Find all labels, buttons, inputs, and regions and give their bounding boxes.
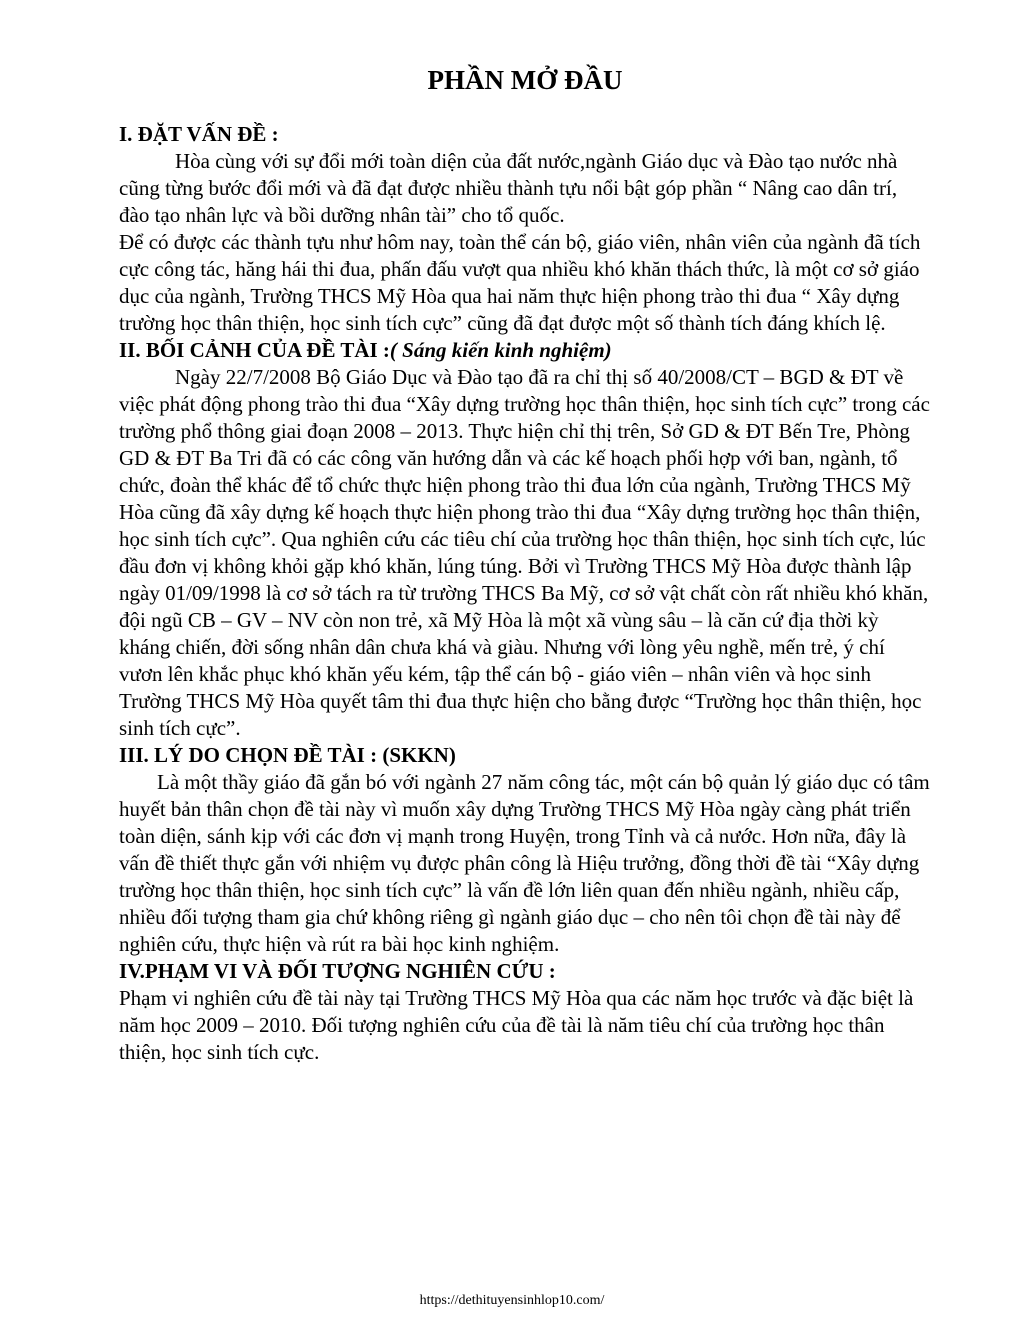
document-body — [119, 121, 931, 1066]
paragraph: Ngày 22/7/2008 Bộ Giáo Dục và Đào tạo đã ra chỉ thị số 40/2008/CT – BGD & ĐT về việc phát động phong trào thi đua “Xây dựng trường học thân thiện, học sinh tích cực” trong các trường phổ thông giai đoạn 2008 – 2013. Thực hiện chỉ thị trên, Sở GD & ĐT Bến Tre, Phòng GD & ĐT Ba Tri đã có các công văn hướng dẫn và các kế hoạch phối hợp với ban, ngành, tổ chức, đoàn thể khác để tổ chức thực hiện phong trào thi đua lớn của ngành, Trường THCS Mỹ Hòa cũng đã xây dựng kế hoạch thực hiện phong trào thi đua “Xây dựng trường học thân thiện, học sinh tích cực”. Qua nghiên cứu các tiêu chí của trường học thân thiện, học sinh tích cực, lúc đầu đơn vị không khỏi gặp khó khăn, lúng túng. Bởi vì Trường THCS Mỹ Hòa được thành lập ngày 01/09/1998 là cơ sở tách ra từ trường THCS Ba Mỹ, cơ sở vật chất còn rất nhiều khó khăn, đội ngũ CB – GV – NV còn non trẻ, xã Mỹ Hòa là một xã vùng sâu – là căn cứ địa thời kỳ kháng chiến, đời sống nhân dân chưa khá và giàu. Nhưng với lòng yêu nghề, mến trẻ, ý chí vươn lên khắc phục khó khăn yếu kém, tập thể cán bộ - giáo viên – nhân viên và học sinh Trường THCS Mỹ Hòa quyết tâm thi đua thực hiện cho bằng được “Trường học thân thiện, học sinh tích cực”. — [119, 365, 930, 740]
section-heading-2-text: II. BỐI CẢNH CỦA ĐỀ TÀI : — [119, 338, 390, 362]
section-heading-2 — [119, 337, 931, 364]
paragraph: Là một thầy giáo đã gắn bó với ngành 27 năm công tác, một cán bộ quản lý giáo dục có tâm huyết bản thân chọn đề tài này vì muốn xây dựng Trường THCS Mỹ Hòa ngày càng phát triển toàn diện, sánh kịp với các đơn vị mạnh trong Huyện, trong Tỉnh và cả nước. Hơn nữa, đây là vấn đề thiết thực gắn với nhiệm vụ được phân công là Hiệu trưởng, đồng thời đề tài “Xây dựng trường học thân thiện, học sinh tích cực” là vấn đề lớn liên quan đến nhiều ngành, nhiều cấp, nhiều đối tượng tham gia chứ không riêng gì ngành giáo dục – cho nên tôi chọn đề tài này để nghiên cứu, thực hiện và rút ra bài học kinh nghiệm. — [119, 770, 930, 956]
section-heading-4: IV.PHẠM VI VÀ ĐỐI TƯỢNG NGHIÊN CỨU : — [119, 959, 556, 983]
paragraph: Hòa cùng với sự đổi mới toàn diện của đất nước,ngành Giáo dục và Đào tạo nước nhà cũng từng bước đổi mới và đã đạt được nhiều thành tựu nổi bật góp phần “ Nâng cao dân trí, đào tạo nhân lực và bồi dưỡng nhân tài” cho tổ quốc. — [119, 149, 898, 227]
page-title: PHẦN MỞ ĐẦU — [427, 65, 623, 95]
paragraph: Phạm vi nghiên cứu đề tài này tại Trường THCS Mỹ Hòa qua các năm học trước và đặc biệt là năm học 2009 – 2010. Đối tượng nghiên cứu của đề tài là năm tiêu chí của trường học thân thiện, học sinh tích cực. — [119, 986, 914, 1064]
footer-url: https://dethituyensinhlop10.com/ — [419, 1293, 605, 1308]
section-heading-1: I. ĐẶT VẤN ĐỀ : — [119, 122, 279, 146]
section-heading-2-italic: ( Sáng kiến kinh nghiệm) — [389, 338, 612, 362]
section-heading-3: III. LÝ DO CHỌN ĐỀ TÀI : (SKKN) — [119, 743, 456, 767]
paragraph: Để có được các thành tựu như hôm nay, toàn thể cán bộ, giáo viên, nhân viên của ngành đã tích cực công tác, hăng hái thi đua, phấn đấu vượt qua nhiều khó khăn thách thức, là một cơ sở giáo dục của ngành, Trường THCS Mỹ Hòa qua hai năm thực hiện phong trào thi đua “ Xây dựng trường học thân thiện, học sinh tích cực” cũng đã đạt được một số thành tích đáng khích lệ. — [119, 230, 921, 335]
